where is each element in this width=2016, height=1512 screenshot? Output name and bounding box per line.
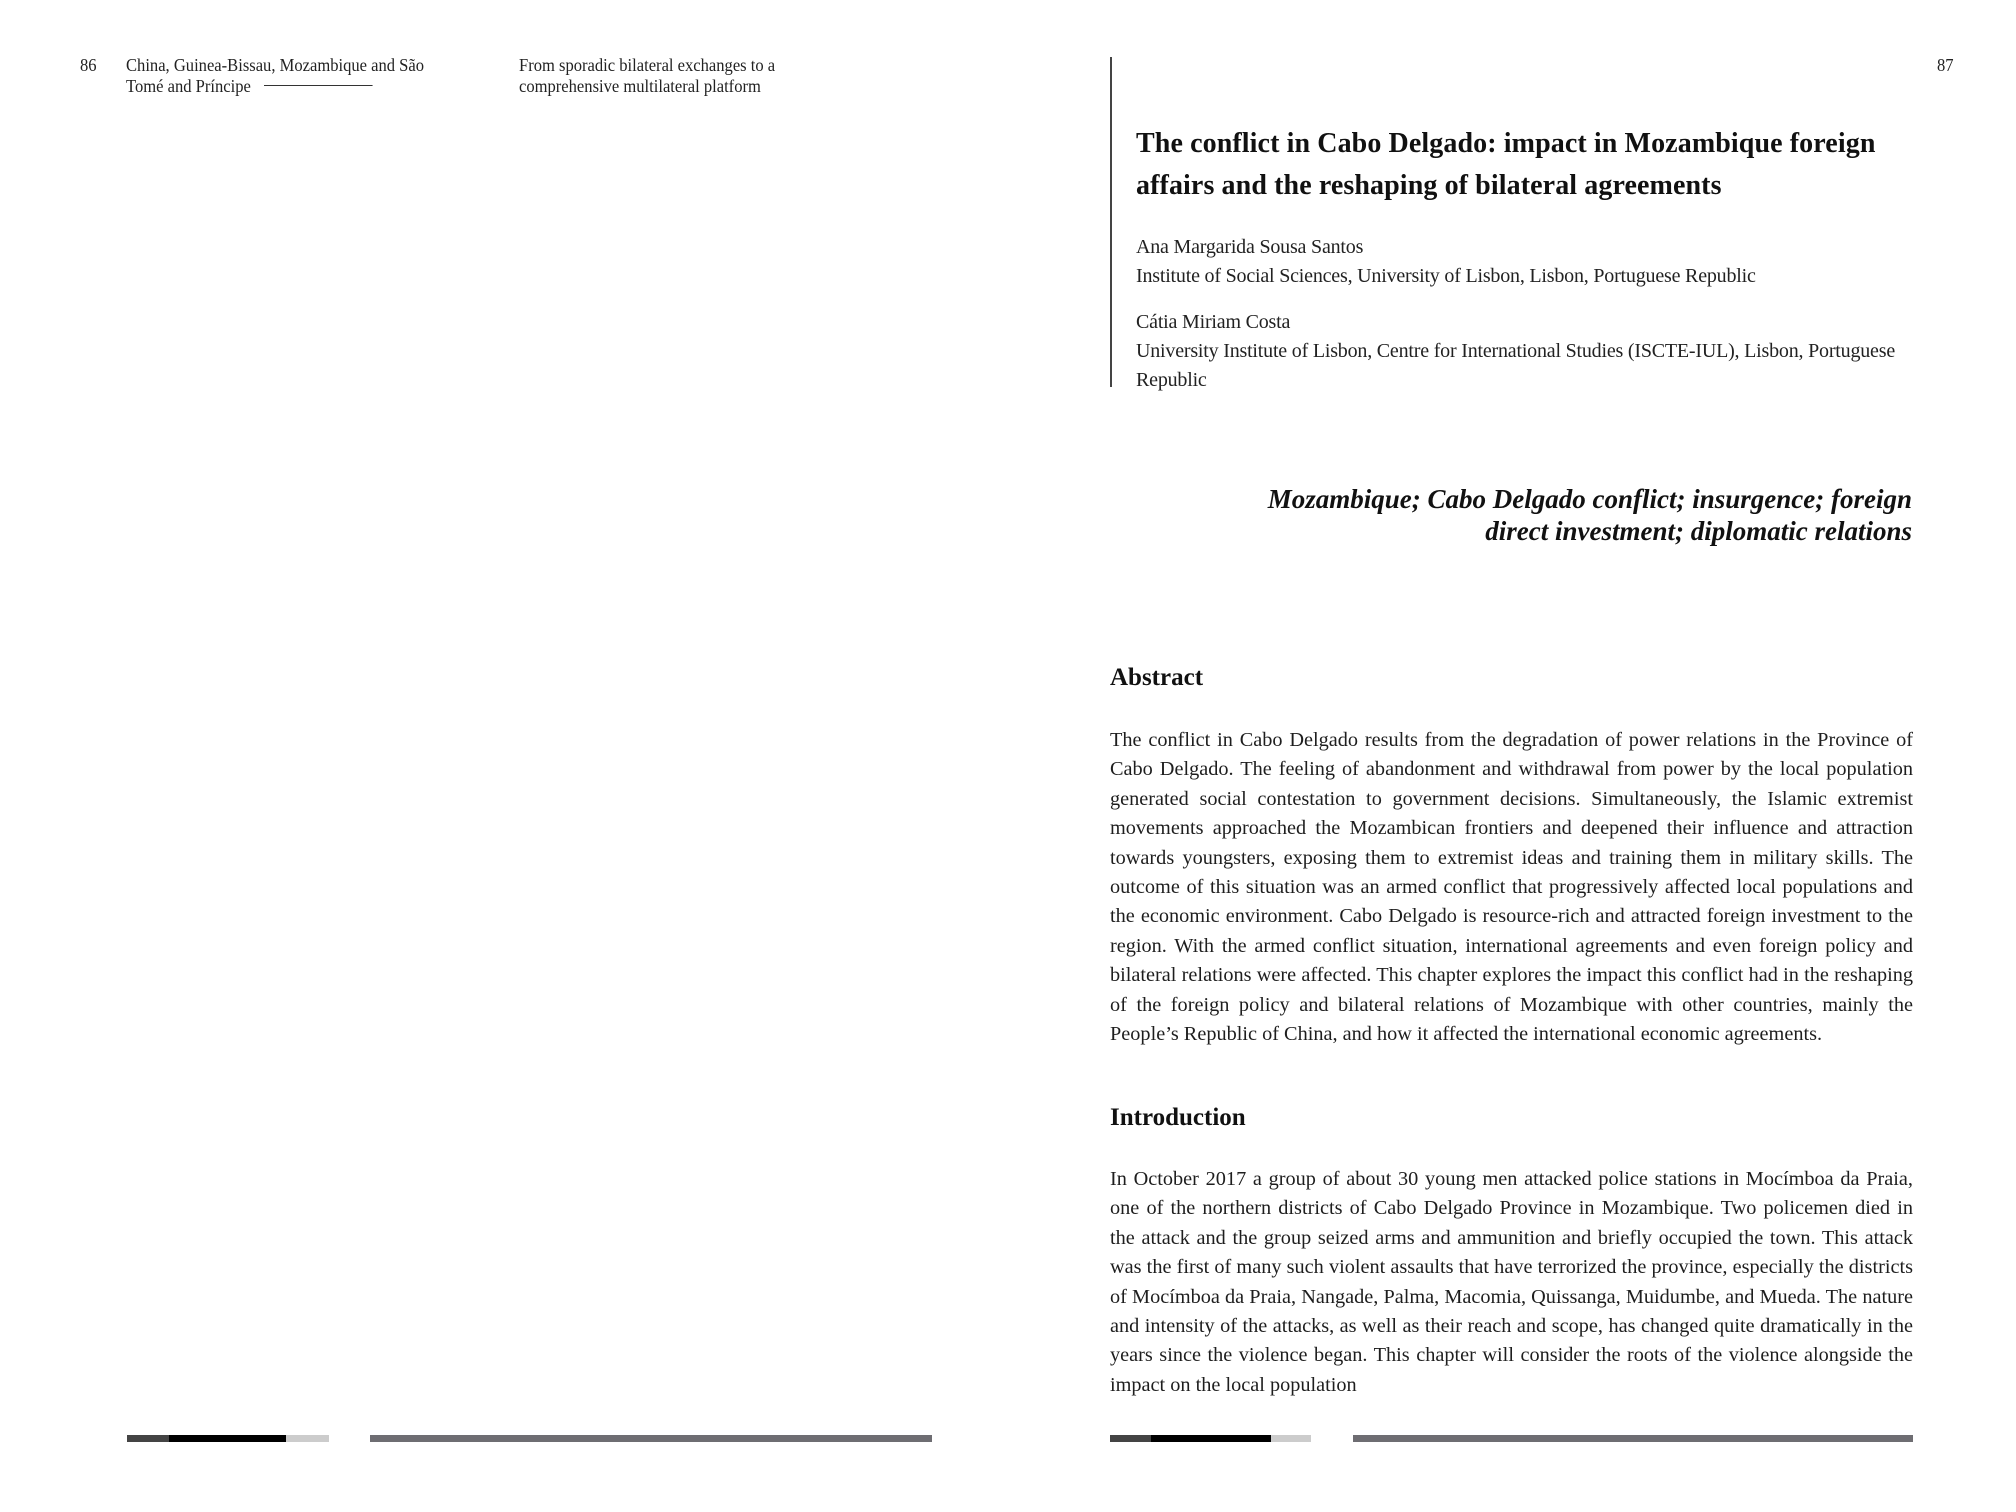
footer-bar-long [370,1435,932,1442]
vertical-rule [1110,57,1112,387]
introduction-text: In October 2017 a group of about 30 young men attacked police stations in Mocímboa da Praia, one of the northern districts of Cabo Delgado Province in Mozambique. Two policemen died in the attack and the group seized arms and ammunition and briefly occupied the town. This attack was the first of many such violent assaults that have terrorized the province, especially the districts of Mocímboa da Praia, Nangade, Palma, Macomia, Quissanga, Muidumbe, and Mueda. The nature and intensity of the attacks, as well as their reach and scope, has changed quite dramatically in the years since the violence began. This chapter will consider the roots of the violence alongside the impact on the local population [1110,1168,1913,1396]
author-affiliation: Institute of Social Sciences, University of Lisbon, Lisbon, Portuguese Republic [1136,265,1756,287]
footer-bar-long [1353,1435,1913,1442]
footer-bar-light [286,1435,329,1442]
page-number-left: 86 [80,55,97,75]
page-number-right: 87 [1937,55,1954,75]
footer-bar-dark [1110,1435,1151,1442]
footer-bar-light [1271,1435,1311,1442]
header-rule [264,85,373,86]
footer-bar-dark [127,1435,169,1442]
running-head-part-title: From sporadic bilateral exchanges to a comprehensive multilateral platform [519,55,776,96]
author-name: Cátia Miriam Costa [1136,311,1291,333]
footer-bar-black [1151,1435,1271,1442]
author-affiliation: University Institute of Lisbon, Centre for International Studies (ISCTE-IUL), Lisbon, Portuguese Republic [1136,340,1895,391]
chapter-title: The conflict in Cabo Delgado: impact in Mozambique foreign affairs and the reshaping of bilateral agreements [1136,128,1876,201]
keywords: Mozambique; Cabo Delgado conflict; insurgence; foreign direct investment; diplomatic relations [1267,484,1912,546]
running-head-book-title [126,55,457,97]
running-head-book-text: China, Guinea-Bissau, Mozambique and São Tomé and Príncipe [126,55,425,96]
abstract-text: The conflict in Cabo Delgado results from the degradation of power relations in the Province of Cabo Delgado. The feeling of abandonment and withdrawal from power by the local population generated social contestation to government decisions. Simultaneously, the Islamic extremist movements approached the Mozambican frontiers and deepened their influence and attraction towards youngsters, exposing them to extremist ideas and training them in military skills. The outcome of this situation was an armed conflict that progressively affected local populations and the economic environment. Cabo Delgado is resource-rich and attracted foreign investment to the region. With the armed conflict situation, international agreements and even foreign policy and bilateral relations were affected. This chapter explores the impact this conflict had in the reshaping of the foreign policy and bilateral relations of Mozambique with other countries, mainly the People’s Republic of China, and how it affected the international economic agreements. [1110,729,1913,1046]
author-name: Ana Margarida Sousa Santos [1136,236,1364,258]
introduction-heading: Introduction [1110,1104,1246,1131]
abstract-heading: Abstract [1110,664,1204,691]
footer-bar-black [169,1435,286,1442]
